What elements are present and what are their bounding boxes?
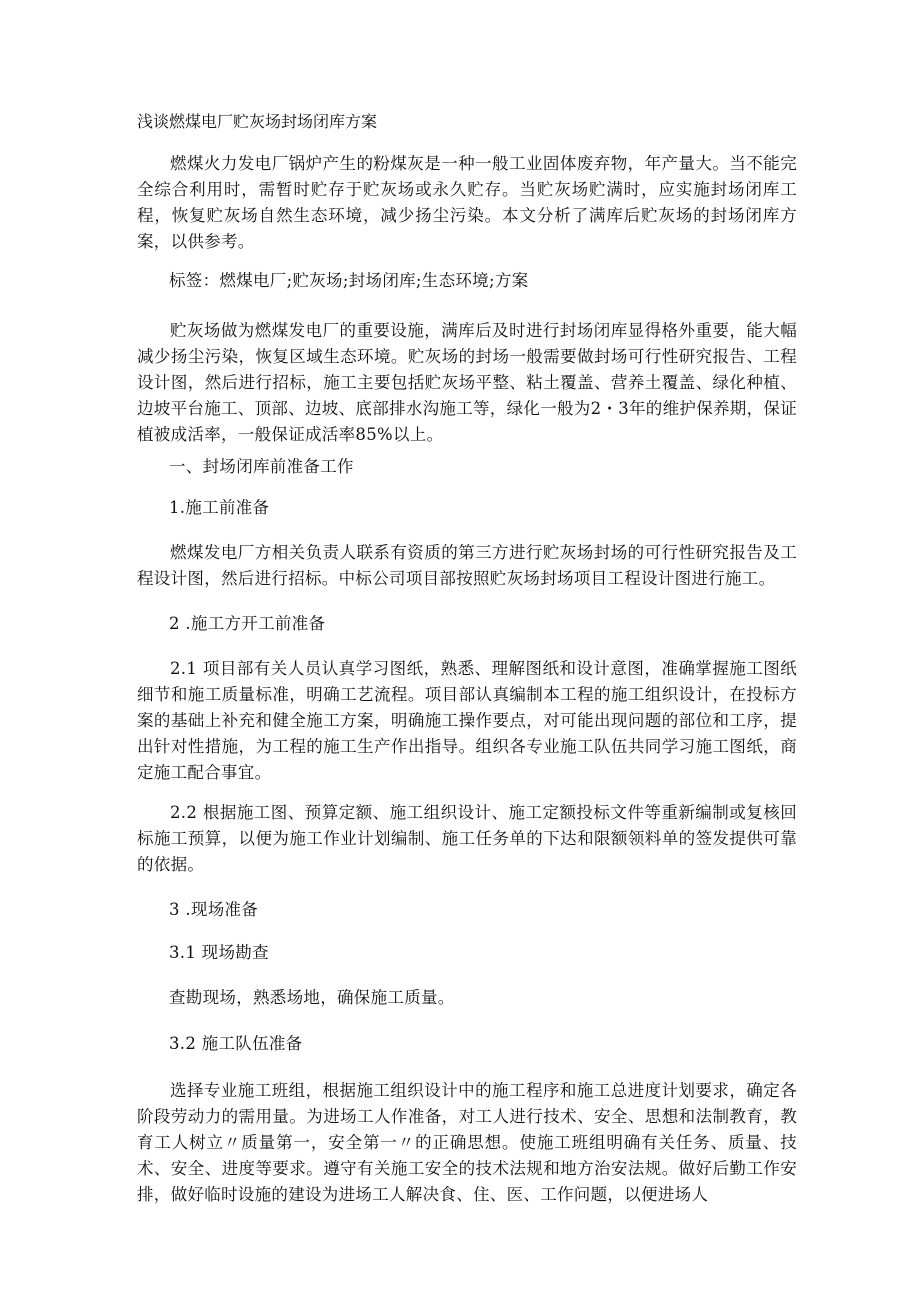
subsection-heading: 3.2 施工队伍准备 — [169, 1034, 303, 1053]
subsection-heading: 3 .现场准备 — [169, 900, 259, 919]
abstract-paragraph: 燃煤火力发电厂锅炉产生的粉煤灰是一种一般工业固体废弃物，年产量大。当不能完全综合利用时，需暂时贮存于贮灰场或永久贮存。当贮灰场贮满时，应实施封场闭库工程，恢复贮灰场自然生态环境，减少扬尘污染。本文分析了满库后贮灰场的封场闭库方案，以供参考。 — [137, 154, 797, 251]
body-paragraph: 2.2 根据施工图、预算定额、施工组织设计、施工定额投标文件等重新编制或复核回标施工预算，以便为施工作业计划编制、施工任务单的下达和限额领料单的签发提供可靠的依据。 — [137, 803, 797, 874]
subsection-heading: 2 .施工方开工前准备 — [169, 614, 326, 633]
body-paragraph: 燃煤发电厂方相关负责人联系有资质的第三方进行贮灰场封场的可行性研究报告及工程设计图，然后进行招标。中标公司项目部按照贮灰场封场项目工程设计图进行施工。 — [137, 543, 797, 588]
section-heading: 一、封场闭库前准备工作 — [169, 457, 354, 476]
intro-paragraph: 贮灰场做为燃煤发电厂的重要设施，满库后及时进行封场闭库显得格外重要，能大幅减少扬尘污染，恢复区域生态环境。贮灰场的封场一般需要做封场可行性研究报告、工程设计图，然后进行招标，施工主要包括贮灰场平整、粘土覆盖、营养土覆盖、绿化种植、边坡平台施工、顶部、边坡、底部排水沟施工等，绿化一般为2・3年的维护保养期，保证植被成活率，一般保证成活率85%以上。 — [137, 321, 797, 444]
body-paragraph: 选择专业施工班组，根据施工组织设计中的施工程序和施工总进度计划要求，确定各阶段劳动力的需用量。为进场工人作准备，对工人进行技术、安全、思想和法制教育，教育工人树立〃质量第一，安全第一〃的正确思想。使施工班组明确有关任务、质量、技术、安全、进度等要求。遵守有关施工安全的技术法规和地方治安法规。做好后勤工作安排，做好临时设施的建设为进场工人解决食、住、医、工作问题，以便进场人 — [137, 1081, 797, 1204]
subsection-heading: 3.1 现场勘查 — [169, 943, 269, 962]
subsection-heading: 1.施工前准备 — [169, 498, 270, 517]
body-line: 查勘现场，熟悉场地，确保施工质量。 — [169, 988, 455, 1007]
body-paragraph: 2.1 项目部有关人员认真学习图纸，熟悉、理解图纸和设计意图，准确掌握施工图纸细节和施工质量标准，明确工艺流程。项目部认真编制本工程的施工组织设计，在投标方案的基础上补充和健全施工方案，明确施工操作要点，对可能出现问题的部位和工序，提出针对性措施，为工程的施工生产作出指导。组织各专业施工队伍共同学习施工图纸，商定施工配合事宜。 — [137, 659, 797, 782]
document-title: 浅谈燃煤电厂贮灰场封场闭库方案 — [137, 112, 378, 131]
tags-line: 标签：燃煤电厂;贮灰场;封场闭库;生态环境;方案 — [169, 271, 529, 290]
